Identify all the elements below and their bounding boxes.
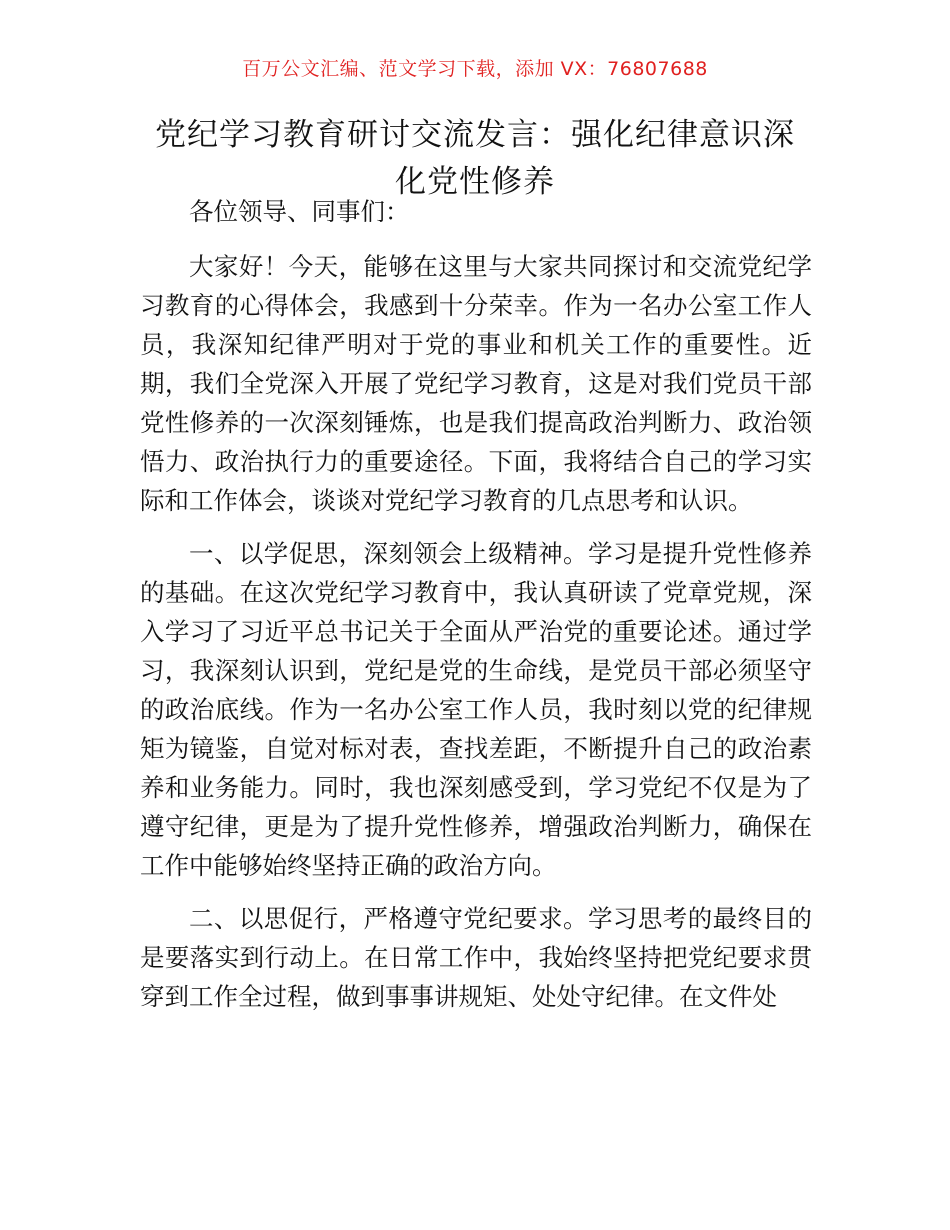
document-title: 党纪学习教育研讨交流发言：强化纪律意识深化党性修养 xyxy=(155,117,795,200)
paragraph-intro: 大家好！今天，能够在这里与大家共同探讨和交流党纪学习教育的心得体会，我感到十分荣幸。作为一名办公室工作人员，我深知纪律严明对于党的事业和机关工作的重要性。近期，我们全党深入开展了党纪学习教育，这是对我们党员干部党性修养的一次深刻锤炼，也是我们提高政治判断力、政治领悟力、政治执行力的重要途径。下面，我将结合自己的学习实际和工作体会，谈谈对党纪学习教育的几点思考和认识。 xyxy=(140,252,812,515)
paragraph-section-one: 一、以学促思，深刻领会上级精神。学习是提升党性修养的基础。在这次党纪学习教育中，我认真研读了党章党规，深入学习了习近平总书记关于全面从严治党的重要论述。通过学习，我深刻认识到，党纪是党的生命线，是党员干部必须坚守的政治底线。作为一名办公室工作人员，我时刻以党的纪律规矩为镜鉴，自觉对标对表，查找差距，不断提升自己的政治素养和业务能力。同时，我也深刻感受到，学习党纪不仅是为了遵守纪律，更是为了提升党性修养，增强政治判断力，确保在工作中能够始终坚持正确的政治方向。 xyxy=(140,539,812,880)
document-body xyxy=(140,192,812,1030)
paragraph-section-two: 二、以思促行，严格遵守党纪要求。学习思考的最终目的是要落实到行动上。在日常工作中，我始终坚持把党纪要求贯穿到工作全过程，做到事事讲规矩、处处守纪律。在文件处 xyxy=(140,904,812,1011)
promo-banner: 百万公文汇编、范文学习下载，添加 VX：76807688 xyxy=(242,58,708,80)
salutation: 各位领导、同事们： xyxy=(189,197,410,226)
